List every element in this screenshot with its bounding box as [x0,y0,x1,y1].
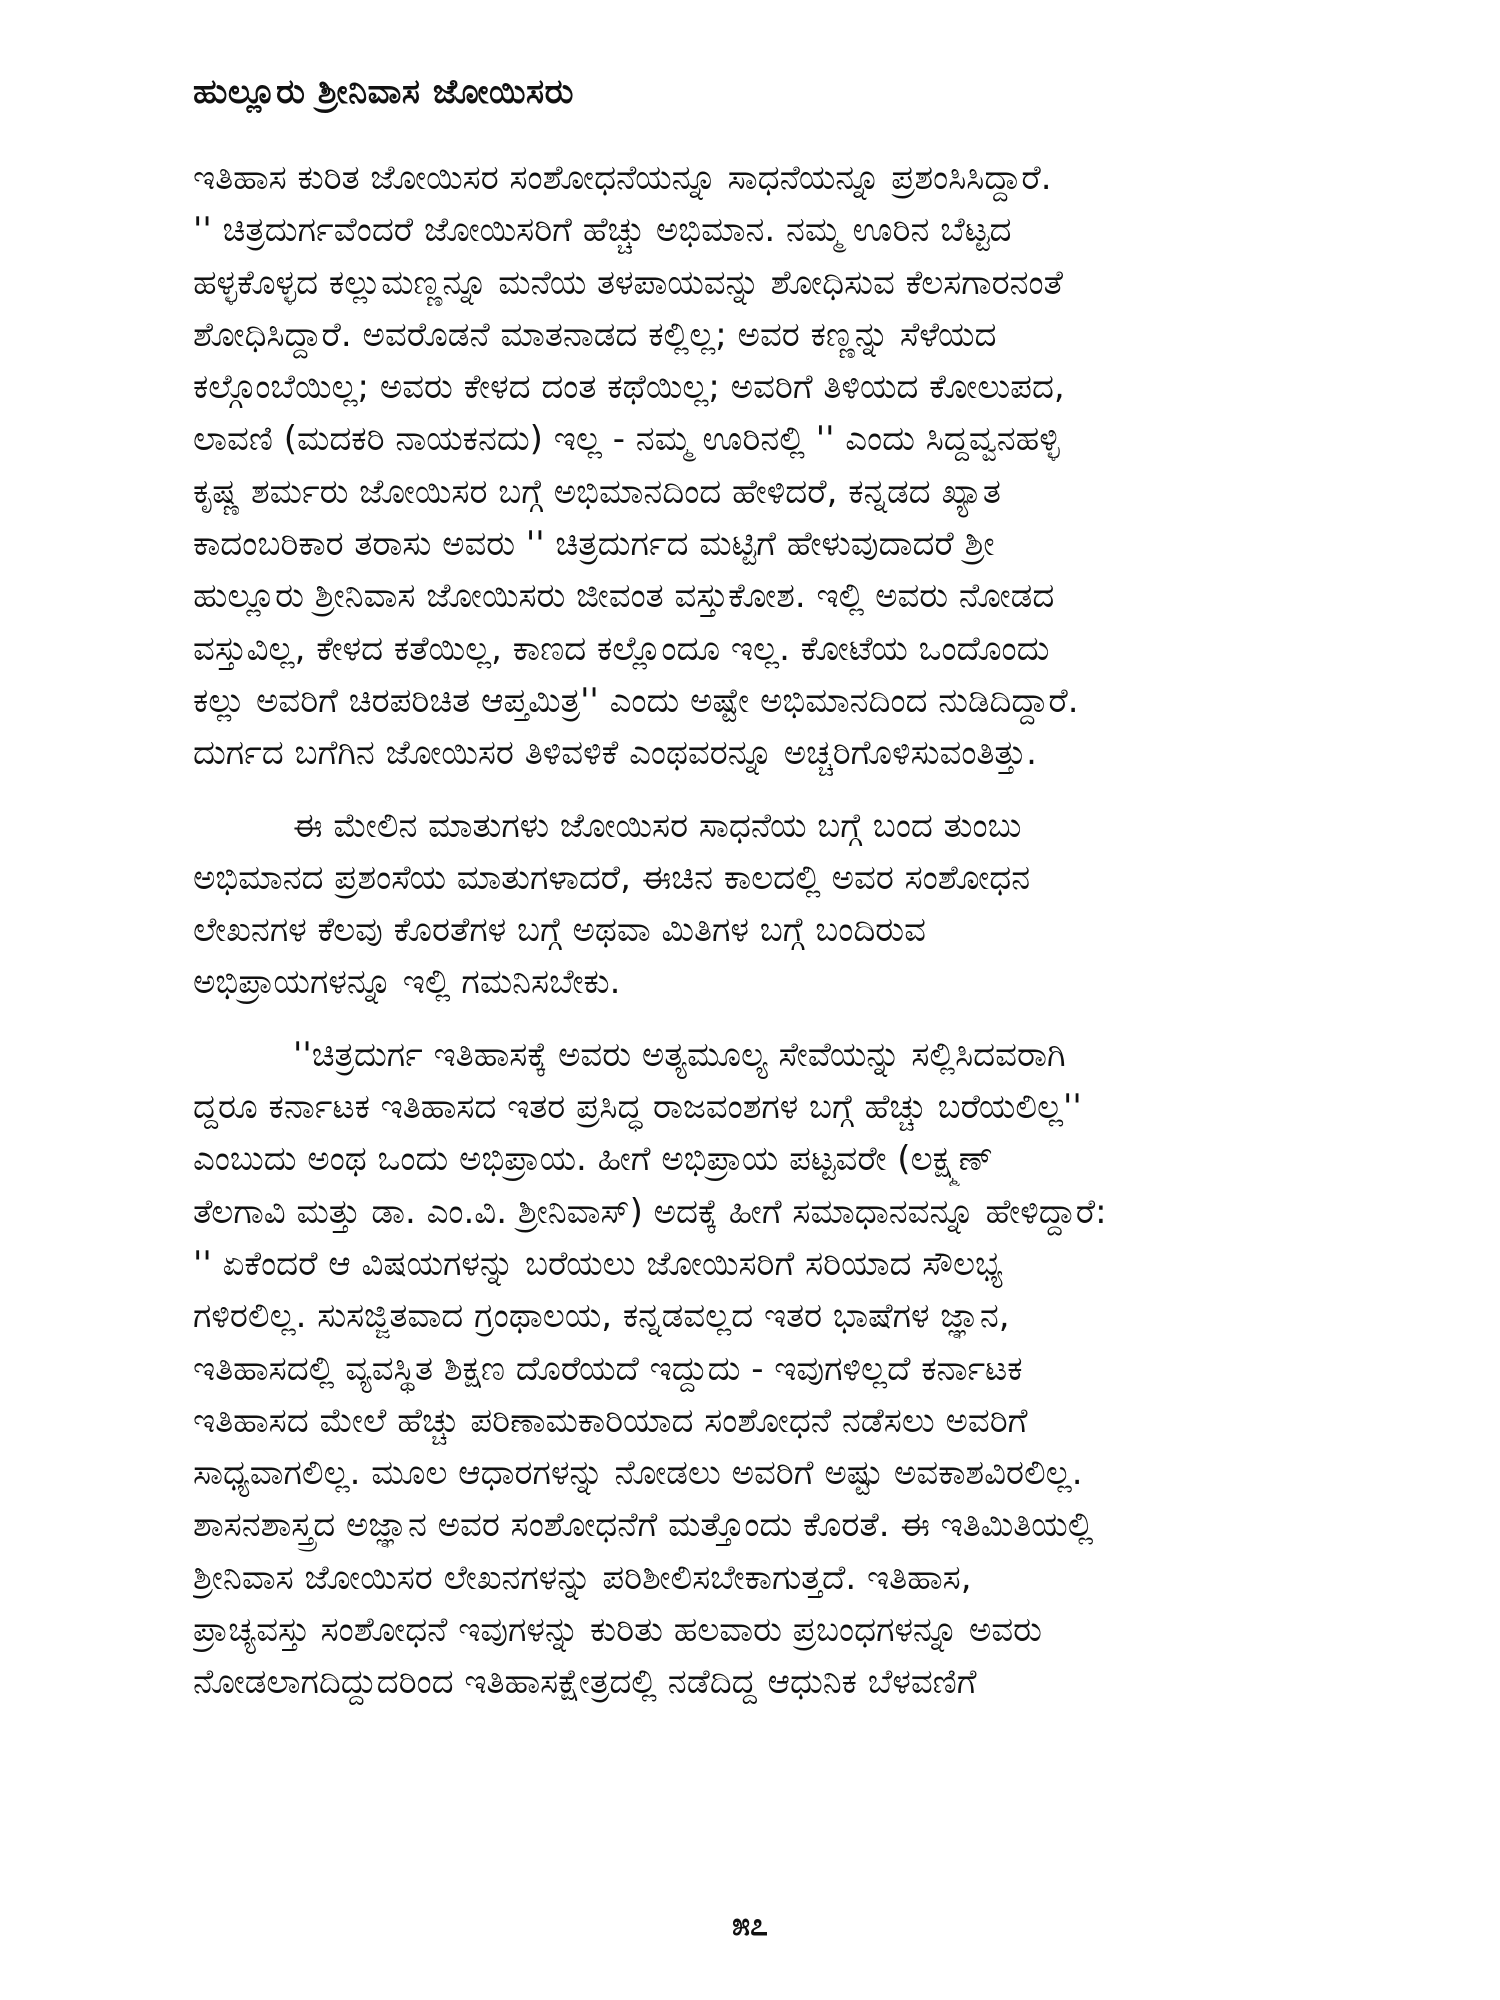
text-line: ಲಾವಣಿ (ಮದಕರಿ ನಾಯಕನದು) ಇಲ್ಲ - ನಮ್ಮ ಊರಿನಲ್ಲಿ '' ಎಂದು ಸಿದ್ದವ್ವನಹಳ್ಳಿ [193,419,1060,460]
text-line: ಗಳಿರಲಿಲ್ಲ. ಸುಸಜ್ಜಿತವಾದ ಗ್ರಂಥಾಲಯ, ಕನ್ನಡವಲ್ಲದ ಇತರ ಭಾಷೆಗಳ ಜ್ಞಾನ, [193,1296,1010,1337]
paragraph-3 [193,1029,1313,1709]
page-number: ೫೭ [732,1905,768,1943]
text-line: '' ಚಿತ್ರದುರ್ಗವೆಂದರೆ ಜೋಯಿಸರಿಗೆ ಹೆಚ್ಚು ಅಭಿಮಾನ. ನಮ್ಮ ಊರಿನ ಬೆಟ್ಟದ [193,210,1012,251]
text-line: ಇತಿಹಾಸ ಕುರಿತ ಜೋಯಿಸರ ಸಂಶೋಧನೆಯನ್ನೂ ಸಾಧನೆಯನ್ನೂ ಪ್ರಶಂಸಿಸಿದ್ದಾರೆ. [193,158,1052,198]
text-line: ತೆಲಗಾವಿ ಮತ್ತು ಡಾ. ಎಂ.ವಿ. ಶ್ರೀನಿವಾಸ್) ಅದಕ್ಕೆ ಹೀಗೆ ಸಮಾಧಾನವನ್ನೂ ಹೇಳಿದ್ದಾರೆ: [193,1191,1107,1232]
text-line: ಪ್ರಾಚ್ಯವಸ್ತು ಸಂಶೋಧನೆ ಇವುಗಳನ್ನು ಕುರಿತು ಹಲವಾರು ಪ್ರಬಂಧಗಳನ್ನೂ ಅವರು [193,1610,1042,1651]
text-line: ಹುಲ್ಲೂರು ಶ್ರೀನಿವಾಸ ಜೋಯಿಸರು ಜೀವಂತ ವಸ್ತುಕೋಶ. ಇಲ್ಲಿ ಅವರು ನೋಡದ [193,576,1055,617]
body-text [193,152,1313,1709]
text-line: ಲೇಖನಗಳ ಕೆಲವು ಕೊರತೆಗಳ ಬಗ್ಗೆ ಅಥವಾ ಮಿತಿಗಳ ಬಗ್ಗೆ ಬಂದಿರುವ [193,910,926,951]
paragraph-2 [193,800,1313,1009]
text-line: ಕಲ್ಗೊಂಬೆಯಿಲ್ಲ; ಅವರು ಕೇಳದ ದಂತ ಕಥೆಯಿಲ್ಲ; ಅವರಿಗೆ ತಿಳಿಯದ ಕೋಲುಪದ, [193,367,1065,408]
text-line: ಅಭಿಪ್ರಾಯಗಳನ್ನೂ ಇಲ್ಲಿ ಗಮನಿಸಬೇಕು. [193,962,621,1003]
text-line: ನೋಡಲಾಗದಿದ್ದುದರಿಂದ ಇತಿಹಾಸಕ್ಷೇತ್ರದಲ್ಲಿ ನಡೆದಿದ್ದ ಆಧುನಿಕ ಬೆಳವಣಿಗೆ [193,1662,977,1703]
text-line: ಇತಿಹಾಸದಲ್ಲಿ ವ್ಯವಸ್ಥಿತ ಶಿಕ್ಷಣ ದೊರೆಯದೆ ಇದ್ದುದು - ಇವುಗಳಿಲ್ಲದೆ ಕರ್ನಾಟಕ [193,1348,1023,1389]
text-line: ದುರ್ಗದ ಬಗೆಗಿನ ಜೋಯಿಸರ ತಿಳಿವಳಿಕೆ ಎಂಥವರನ್ನೂ ಅಚ್ಚರಿಗೊಳಿಸುವಂತಿತ್ತು. [193,733,1037,774]
text-line: ಕಾದಂಬರಿಕಾರ ತರಾಸು ಅವರು '' ಚಿತ್ರದುರ್ಗದ ಮಟ್ಟಿಗೆ ಹೇಳುವುದಾದರೆ ಶ್ರೀ [193,524,995,565]
text-line: ಸಾಧ್ಯವಾಗಲಿಲ್ಲ. ಮೂಲ ಆಧಾರಗಳನ್ನು ನೋಡಲು ಅವರಿಗೆ ಅಷ್ಟು ಅವಕಾಶವಿರಲಿಲ್ಲ. [193,1453,1083,1494]
text-line: ಅಭಿಮಾನದ ಪ್ರಶಂಸೆಯ ಮಾತುಗಳಾದರೆ, ಈಚಿನ ಕಾಲದಲ್ಲಿ ಅವರ ಸಂಶೋಧನ [193,857,1031,898]
text-line: ವಸ್ತುವಿಲ್ಲ, ಕೇಳದ ಕತೆಯಿಲ್ಲ, ಕಾಣದ ಕಲ್ಲೊಂದೂ ಇಲ್ಲ. ಕೋಟೆಯ ಒಂದೊಂದು [193,628,1050,669]
text-line: ಇತಿಹಾಸದ ಮೇಲೆ ಹೆಚ್ಚು ಪರಿಣಾಮಕಾರಿಯಾದ ಸಂಶೋಧನೆ ನಡೆಸಲು ಅವರಿಗೆ [193,1400,1028,1441]
text-line: ''ಚಿತ್ರದುರ್ಗ ಇತಿಹಾಸಕ್ಕೆ ಅವರು ಅತ್ಯಮೂಲ್ಯ ಸೇವೆಯನ್ನು ಸಲ್ಲಿಸಿದವರಾಗಿ [293,1034,1066,1075]
text-line: ಕಲ್ಲು ಅವರಿಗೆ ಚಿರಪರಿಚಿತ ಆಪ್ತಮಿತ್ರ'' ಎಂದು ಅಷ್ಟೇ ಅಭಿಮಾನದಿಂದ ನುಡಿದಿದ್ದಾರೆ. [193,680,1079,721]
paragraph-1 [193,152,1313,780]
paragraph-spacer [193,780,1313,800]
text-line: ಈ ಮೇಲಿನ ಮಾತುಗಳು ಜೋಯಿಸರ ಸಾಧನೆಯ ಬಗ್ಗೆ ಬಂದ ತುಂಬು [293,805,1022,846]
text-line: '' ಏಕೆಂದರೆ ಆ ವಿಷಯಗಳನ್ನು ಬರೆಯಲು ಜೋಯಿಸರಿಗೆ ಸರಿಯಾದ ಸೌಲಭ್ಯ [193,1243,1003,1284]
text-line: ಕೃಷ್ಣ ಶರ್ಮರು ಜೋಯಿಸರ ಬಗ್ಗೆ ಅಭಿಮಾನದಿಂದ ಹೇಳಿದರೆ, ಕನ್ನಡದ ಖ್ಯಾತ [193,471,1001,512]
text-line: ಎಂಬುದು ಅಂಥ ಒಂದು ಅಭಿಪ್ರಾಯ. ಹೀಗೆ ಅಭಿಪ್ರಾಯ ಪಟ್ಟವರೇ (ಲಕ್ಷ್ಮಣ್ [193,1139,994,1180]
paragraph-spacer [193,1009,1313,1029]
running-header: ಹುಲ್ಲೂರು ಶ್ರೀನಿವಾಸ ಜೋಯಿಸರು [193,72,574,112]
text-line: ದ್ದರೂ ಕರ್ನಾಟಕ ಇತಿಹಾಸದ ಇತರ ಪ್ರಸಿದ್ಧ ರಾಜವಂಶಗಳ ಬಗ್ಗೆ ಹೆಚ್ಚು ಬರೆಯಲಿಲ್ಲ'' [193,1087,1082,1128]
text-line: ಶ್ರೀನಿವಾಸ ಜೋಯಿಸರ ಲೇಖನಗಳನ್ನು ಪರಿಶೀಲಿಸಬೇಕಾಗುತ್ತದೆ. ಇತಿಹಾಸ, [193,1557,972,1598]
text-line: ಹಳ್ಳಕೊಳ್ಳದ ಕಲ್ಲುಮಣ್ಣನ್ನೂ ಮನೆಯ ತಳಪಾಯವನ್ನು ಶೋಧಿಸುವ ಕೆಲಸಗಾರನಂತೆ [193,262,1064,303]
text-line: ಶೋಧಿಸಿದ್ದಾರೆ. ಅವರೊಡನೆ ಮಾತನಾಡದ ಕಲ್ಲಿಲ್ಲ; ಅವರ ಕಣ್ಣನ್ನು ಸೆಳೆಯದ [193,314,997,355]
text-line: ಶಾಸನಶಾಸ್ತ್ರದ ಅಜ್ಞಾನ ಅವರ ಸಂಶೋಧನೆಗೆ ಮತ್ತೊಂದು ಕೊರತೆ. ಈ ಇತಿಮಿತಿಯಲ್ಲಿ [193,1505,1094,1546]
